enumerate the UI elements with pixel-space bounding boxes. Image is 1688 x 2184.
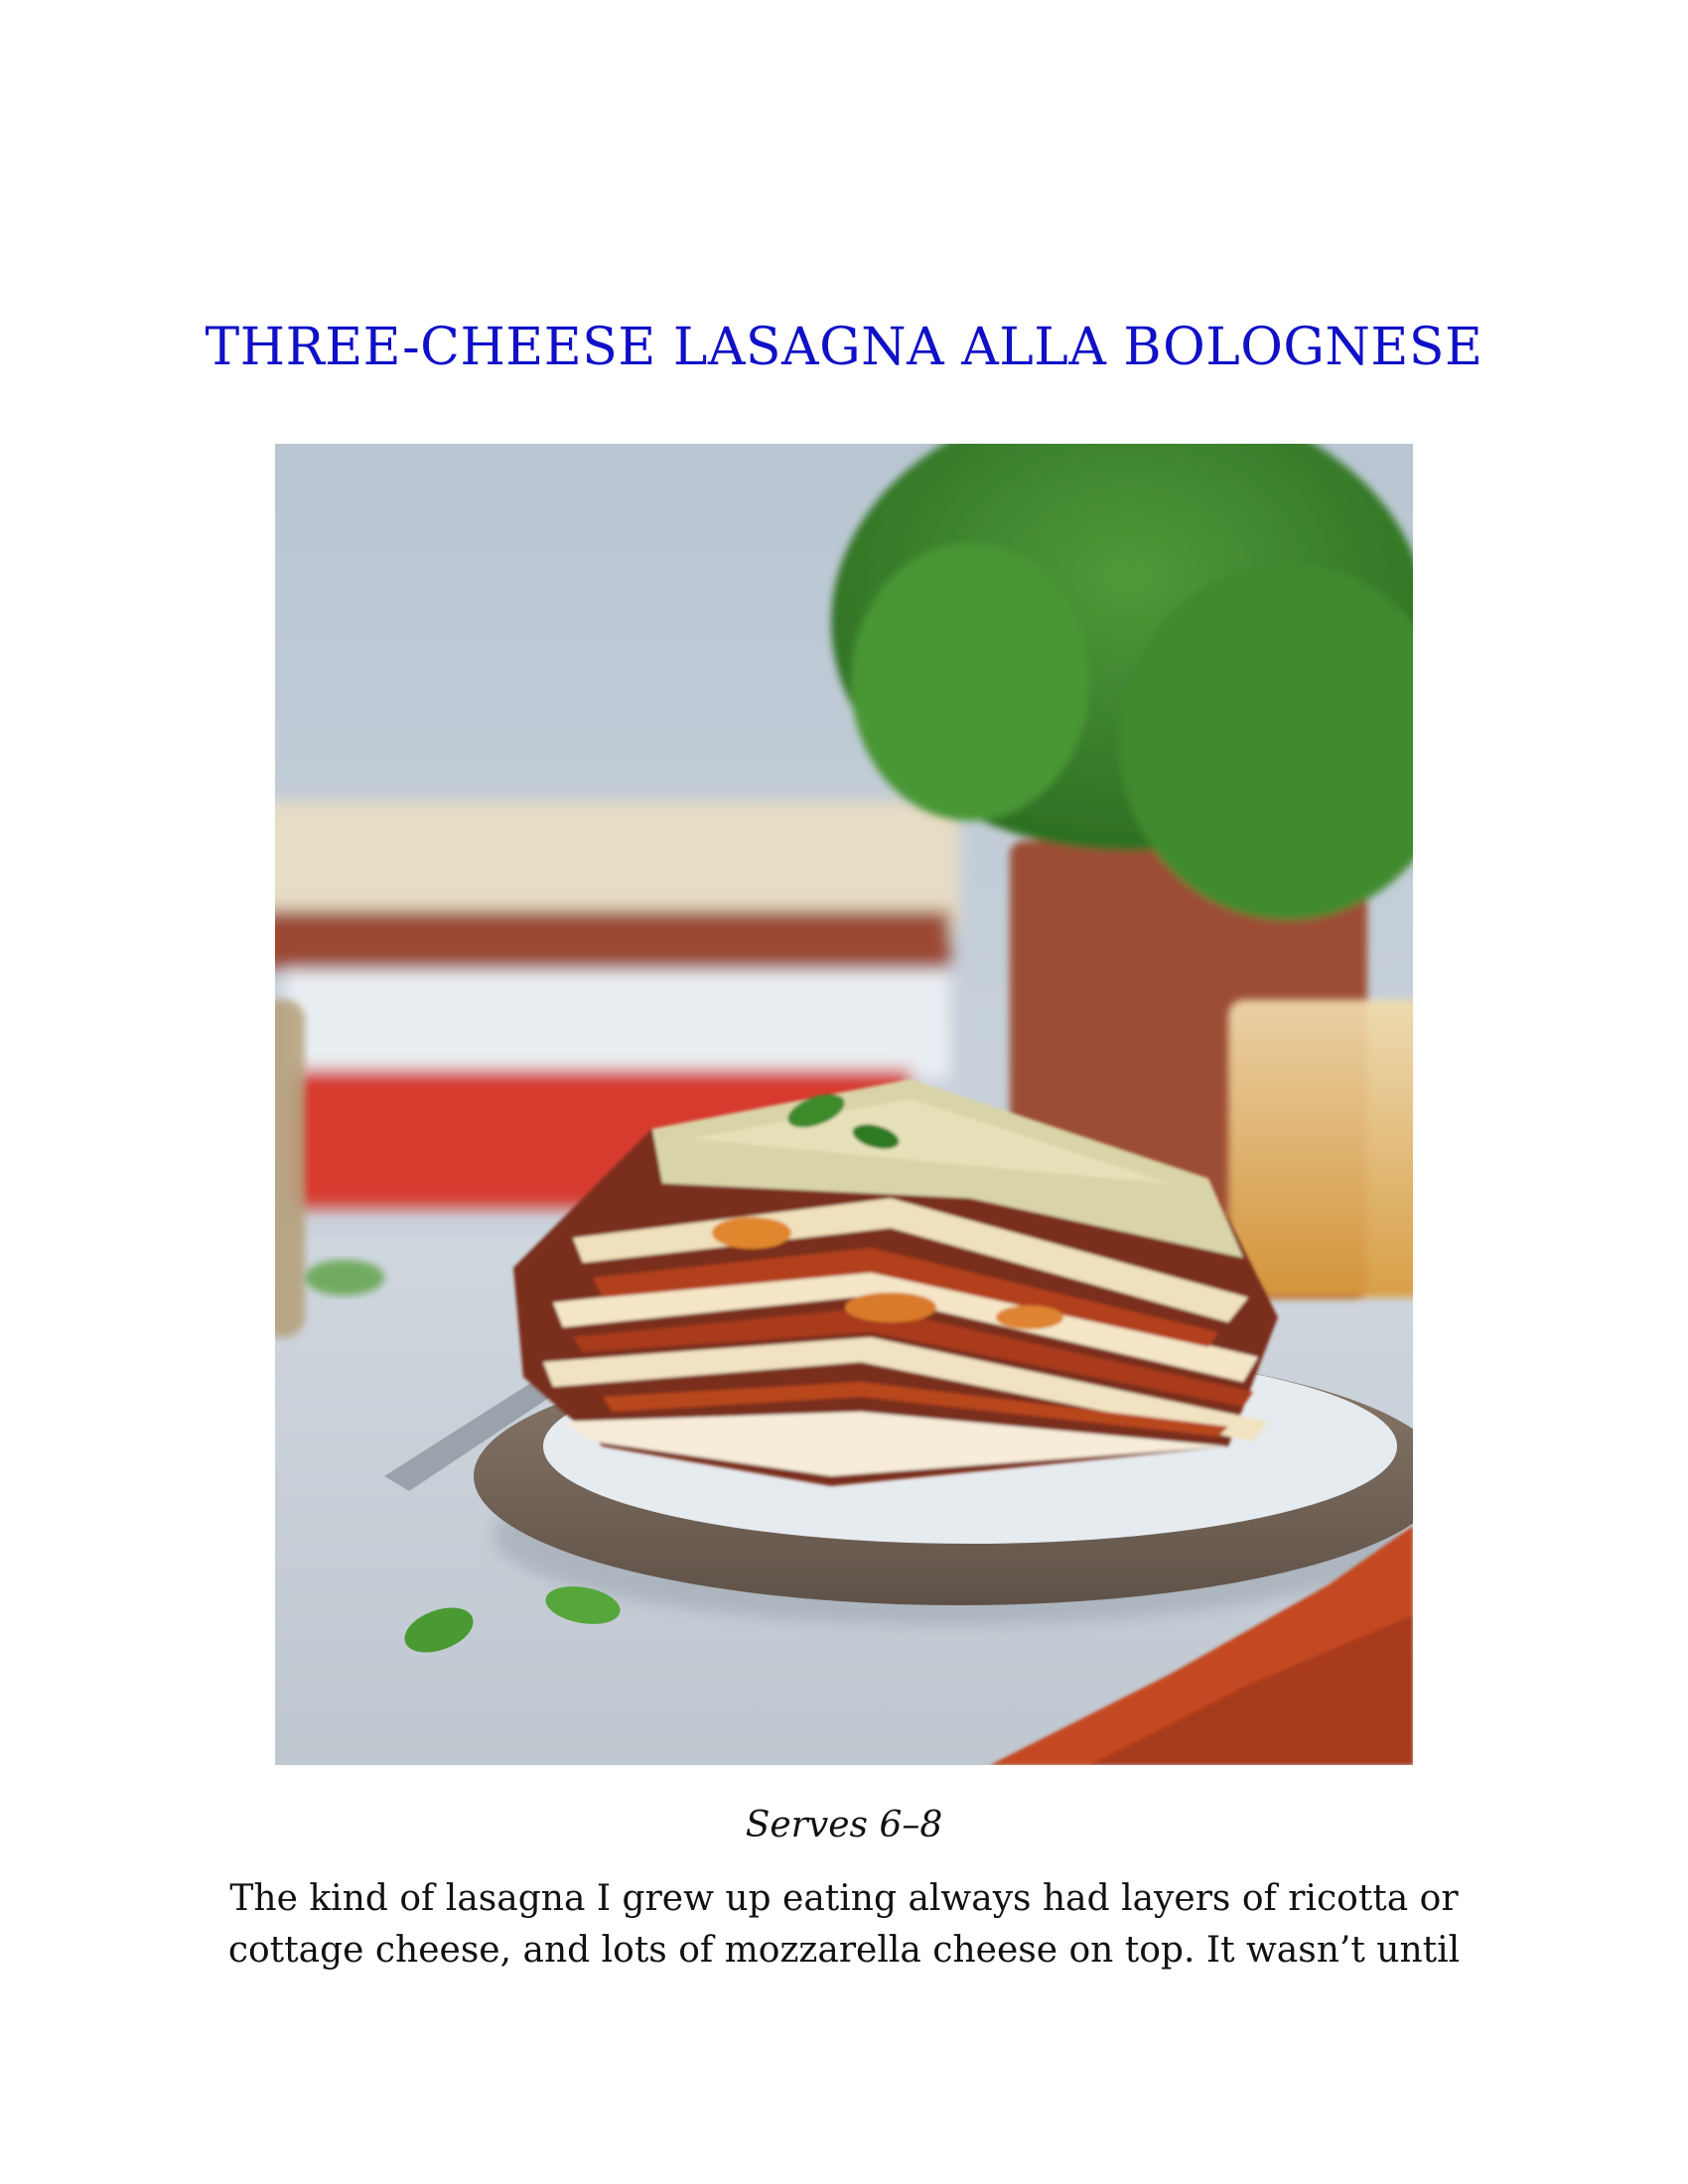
lasagna-photo <box>275 444 1413 1765</box>
intro-line: The kind of lasagna I grew up eating always had layers of ricotta or <box>229 1878 1459 1919</box>
recipe-intro <box>179 1873 1509 1977</box>
recipe-title: THREE-CHEESE LASAGNA ALLA BOLOGNESE <box>205 318 1483 377</box>
intro-line: cottage cheese, and lots of mozzarella cheese on top. It wasn’t until <box>227 1930 1461 1971</box>
serving-size: Serves 6–8 <box>745 1805 943 1845</box>
